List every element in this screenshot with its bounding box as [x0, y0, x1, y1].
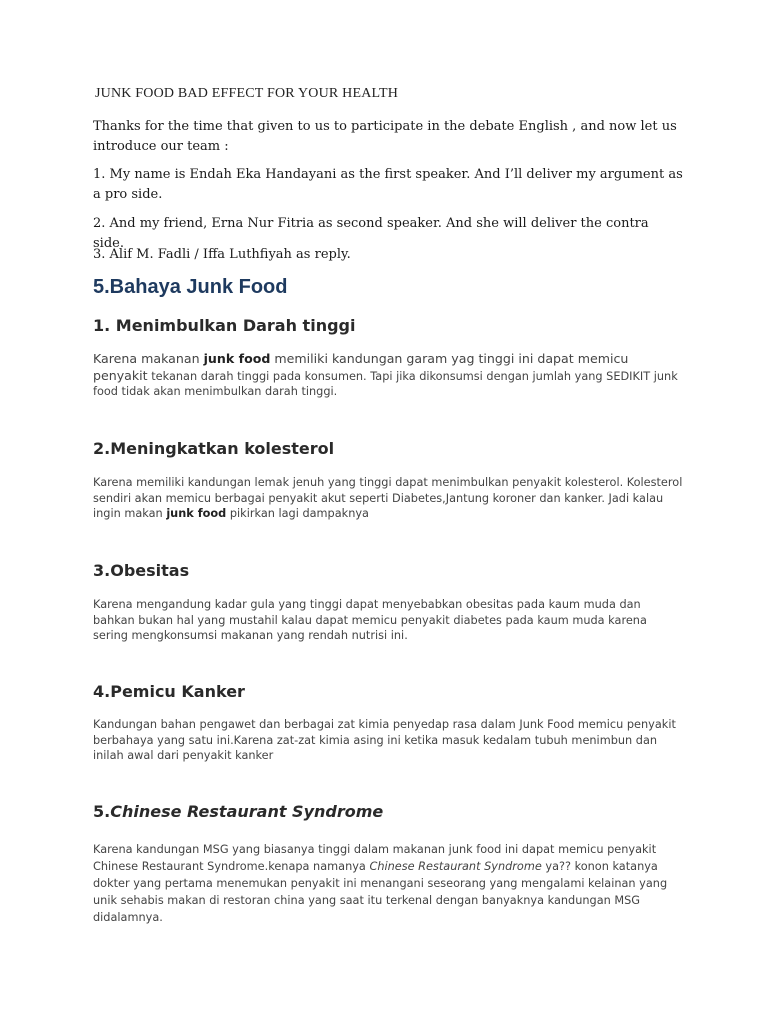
text-segment: memiliki kandungan garam yag tinggi ini dapat memicu: [270, 351, 629, 366]
paragraph-obesitas: Karena mengandung kadar gula yang tinggi dapat menyebabkan obesitas pada kaum muda dan bahkan bukan hal yang mustahil kalau dapat memicu penyakit diabetes pada kaum muda karena sering mengkonsumsi makanan yang rendah nutrisi ini.: [93, 598, 647, 642]
heading-kolesterol: 2.Meningkatkan kolesterol: [93, 439, 335, 458]
intro-item-3: 3. Alif M. Fadli / Iffa Luthfiyah as reply.: [93, 247, 351, 262]
intro-item-2: 2. And my friend, Erna Nur Fitria as second speaker. And she will deliver the contra side.: [93, 216, 649, 251]
text-segment: penyakit: [93, 367, 148, 383]
heading-obesitas: 3.Obesitas: [93, 561, 190, 580]
text-segment: Karena memiliki kandungan lemak jenuh yang tinggi dapat menimbulkan penyakit kolesterol. Kolesterol sendiri akan memicu berbagai penyakit akut seperti Diabetes,Jantung koroner dan kanker. Jadi kalau ingin makan: [93, 476, 683, 520]
italic-term: Chinese Restaurant Syndrome: [369, 860, 542, 873]
text-segment: Karena makanan: [93, 351, 204, 366]
document-title: JUNK FOOD BAD EFFECT FOR YOUR HEALTH: [95, 86, 399, 101]
intro-item-1: 1. My name is Endah Eka Handayani as the first speaker. And I’ll deliver my argument as a pro side.: [93, 167, 683, 202]
text-segment: ya?? konon katanya dokter yang pertama menemukan penyakit ini menangani seseorang yang mengalami kelainan yang unik sehabis makan di restoran china yang saat itu terkenal dengan banyaknya kandungan MSG didalamnya.: [93, 860, 668, 924]
text-segment: pikirkan lagi dampaknya: [226, 507, 369, 520]
paragraph-darah-tinggi: [93, 351, 683, 400]
bold-junk-food: junk food: [166, 507, 227, 520]
heading-darah-tinggi: 1. Menimbulkan Darah tinggi: [93, 316, 356, 335]
section-title: 5.Bahaya Junk Food: [93, 276, 288, 298]
paragraph-kanker: Kandungan bahan pengawet dan berbagai zat kimia penyedap rasa dalam Junk Food memicu penyakit berbahaya yang satu ini.Karena zat-zat kimia asing ini ketika masuk kedalam tubuh menimbun dan inilah awal dari penyakit kanker: [93, 718, 676, 762]
paragraph-chinese-restaurant-syndrome: [93, 841, 683, 926]
paragraph-kolesterol: [93, 475, 683, 522]
text-segment: Karena kandungan MSG yang biasanya tinggi dalam makanan junk food ini dapat memicu penyakit Chinese Restaurant Syndrome.kenapa namanya: [93, 843, 657, 873]
heading-italic: Chinese Restaurant Syndrome: [110, 802, 384, 821]
heading-kanker: 4.Pemicu Kanker: [93, 682, 245, 701]
heading-chinese-restaurant-syndrome: [93, 802, 383, 821]
bold-junk-food: junk food: [203, 351, 271, 366]
intro-paragraph: Thanks for the time that given to us to participate in the debate English , and now let us introduce our team :: [93, 119, 677, 154]
text-segment: tekanan darah tinggi pada konsumen. Tapi jika dikonsumsi dengan jumlah yang SEDIKIT junk food tidak akan menimbulkan darah tinggi.: [93, 369, 678, 398]
heading-prefix: 5.: [93, 802, 111, 821]
